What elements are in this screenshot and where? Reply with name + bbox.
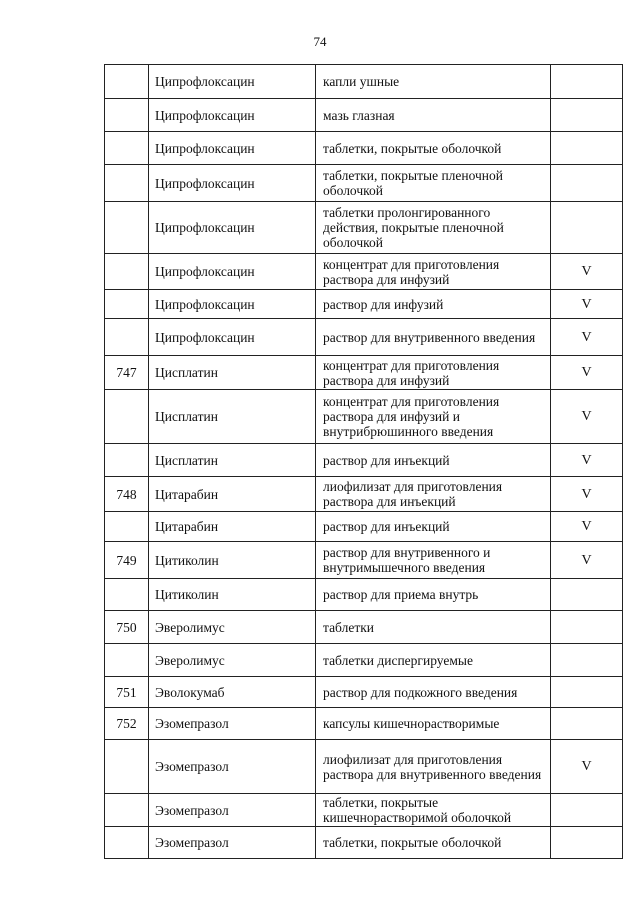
drug-name-cell: Цитарабин xyxy=(149,477,316,512)
row-number-cell xyxy=(105,254,149,290)
table-row xyxy=(105,390,623,444)
table-body xyxy=(105,65,623,859)
drug-name-cell: Цисплатин xyxy=(149,444,316,477)
row-number-cell xyxy=(105,165,149,202)
table-row xyxy=(105,644,623,677)
dosage-form-cell: лиофилизат для приготовления раствора для внутривенного введения xyxy=(316,740,551,794)
vital-mark-cell: V xyxy=(551,477,623,512)
table-row xyxy=(105,202,623,254)
drug-name-cell: Ципрофлоксацин xyxy=(149,202,316,254)
dosage-form-cell: раствор для инфузий xyxy=(316,290,551,319)
dosage-form-cell: таблетки, покрытые оболочкой xyxy=(316,132,551,165)
dosage-form-cell: концентрат для приготовления раствора для инфузий xyxy=(316,356,551,390)
table-row xyxy=(105,319,623,356)
dosage-form-cell: таблетки диспергируемые xyxy=(316,644,551,677)
drug-name-cell: Эволокумаб xyxy=(149,677,316,708)
vital-mark-cell: V xyxy=(551,254,623,290)
dosage-form-cell: таблетки xyxy=(316,611,551,644)
drug-table xyxy=(104,64,623,859)
table-row xyxy=(105,708,623,740)
dosage-form-cell: раствор для внутривенного и внутримышечного введения xyxy=(316,542,551,579)
vital-mark-cell: V xyxy=(551,390,623,444)
drug-name-cell: Эверолимус xyxy=(149,611,316,644)
row-number-cell xyxy=(105,794,149,827)
drug-name-cell: Ципрофлоксацин xyxy=(149,99,316,132)
row-number-cell xyxy=(105,512,149,542)
page-number: 74 xyxy=(313,34,327,49)
table-row xyxy=(105,99,623,132)
dosage-form-cell: таблетки, покрытые оболочкой xyxy=(316,827,551,859)
drug-name-cell: Эзомепразол xyxy=(149,740,316,794)
drug-name-cell: Ципрофлоксацин xyxy=(149,254,316,290)
drug-name-cell: Ципрофлоксацин xyxy=(149,132,316,165)
vital-mark-cell xyxy=(551,611,623,644)
row-number-cell: 751 xyxy=(105,677,149,708)
table-row xyxy=(105,290,623,319)
table-row xyxy=(105,132,623,165)
table-row xyxy=(105,165,623,202)
dosage-form-cell: капсулы кишечнорастворимые xyxy=(316,708,551,740)
dosage-form-cell: раствор для внутривенного введения xyxy=(316,319,551,356)
table-row xyxy=(105,827,623,859)
drug-name-cell: Эзомепразол xyxy=(149,708,316,740)
row-number-cell xyxy=(105,202,149,254)
row-number-cell xyxy=(105,579,149,611)
vital-mark-cell xyxy=(551,65,623,99)
vital-mark-cell xyxy=(551,202,623,254)
drug-name-cell: Ципрофлоксацин xyxy=(149,165,316,202)
row-number-cell xyxy=(105,99,149,132)
vital-mark-cell xyxy=(551,827,623,859)
vital-mark-cell xyxy=(551,99,623,132)
dosage-form-cell: раствор для приема внутрь xyxy=(316,579,551,611)
dosage-form-cell: раствор для инъекций xyxy=(316,512,551,542)
dosage-form-cell: таблетки, покрытые пленочной оболочкой xyxy=(316,165,551,202)
table-row xyxy=(105,542,623,579)
vital-mark-cell xyxy=(551,165,623,202)
dosage-form-cell: мазь глазная xyxy=(316,99,551,132)
vital-mark-cell: V xyxy=(551,444,623,477)
vital-mark-cell xyxy=(551,132,623,165)
dosage-form-cell: раствор для подкожного введения xyxy=(316,677,551,708)
drug-name-cell: Ципрофлоксацин xyxy=(149,319,316,356)
row-number-cell xyxy=(105,319,149,356)
row-number-cell xyxy=(105,740,149,794)
table-row xyxy=(105,444,623,477)
row-number-cell xyxy=(105,290,149,319)
row-number-cell: 749 xyxy=(105,542,149,579)
row-number-cell xyxy=(105,390,149,444)
row-number-cell: 750 xyxy=(105,611,149,644)
dosage-form-cell: лиофилизат для приготовления раствора для инъекций xyxy=(316,477,551,512)
vital-mark-cell xyxy=(551,644,623,677)
vital-mark-cell: V xyxy=(551,356,623,390)
vital-mark-cell xyxy=(551,794,623,827)
table-row xyxy=(105,794,623,827)
row-number-cell: 747 xyxy=(105,356,149,390)
drug-name-cell: Ципрофлоксацин xyxy=(149,290,316,319)
table-row xyxy=(105,254,623,290)
drug-name-cell: Цисплатин xyxy=(149,390,316,444)
dosage-form-cell: раствор для инъекций xyxy=(316,444,551,477)
vital-mark-cell xyxy=(551,677,623,708)
dosage-form-cell: концентрат для приготовления раствора для инфузий xyxy=(316,254,551,290)
drug-name-cell: Эзомепразол xyxy=(149,827,316,859)
row-number-cell xyxy=(105,444,149,477)
vital-mark-cell xyxy=(551,579,623,611)
vital-mark-cell xyxy=(551,708,623,740)
vital-mark-cell: V xyxy=(551,512,623,542)
vital-mark-cell: V xyxy=(551,290,623,319)
row-number-cell xyxy=(105,644,149,677)
row-number-cell: 748 xyxy=(105,477,149,512)
dosage-form-cell: таблетки, покрытые кишечнорастворимой оболочкой xyxy=(316,794,551,827)
table-row xyxy=(105,611,623,644)
vital-mark-cell: V xyxy=(551,542,623,579)
vital-mark-cell: V xyxy=(551,319,623,356)
table-row xyxy=(105,65,623,99)
dosage-form-cell: таблетки пролонгированного действия, покрытые пленочной оболочкой xyxy=(316,202,551,254)
row-number-cell xyxy=(105,65,149,99)
table-row xyxy=(105,740,623,794)
row-number-cell: 752 xyxy=(105,708,149,740)
table-row xyxy=(105,677,623,708)
vital-mark-cell: V xyxy=(551,740,623,794)
drug-name-cell: Цитиколин xyxy=(149,542,316,579)
dosage-form-cell: концентрат для приготовления раствора для инфузий и внутрибрюшинного введения xyxy=(316,390,551,444)
table-row xyxy=(105,512,623,542)
row-number-cell xyxy=(105,827,149,859)
drug-name-cell: Цитиколин xyxy=(149,579,316,611)
drug-name-cell: Эзомепразол xyxy=(149,794,316,827)
drug-name-cell: Эверолимус xyxy=(149,644,316,677)
row-number-cell xyxy=(105,132,149,165)
drug-name-cell: Цитарабин xyxy=(149,512,316,542)
table-row xyxy=(105,477,623,512)
dosage-form-cell: капли ушные xyxy=(316,65,551,99)
drug-name-cell: Ципрофлоксацин xyxy=(149,65,316,99)
table-row xyxy=(105,579,623,611)
table-row xyxy=(105,356,623,390)
drug-name-cell: Цисплатин xyxy=(149,356,316,390)
